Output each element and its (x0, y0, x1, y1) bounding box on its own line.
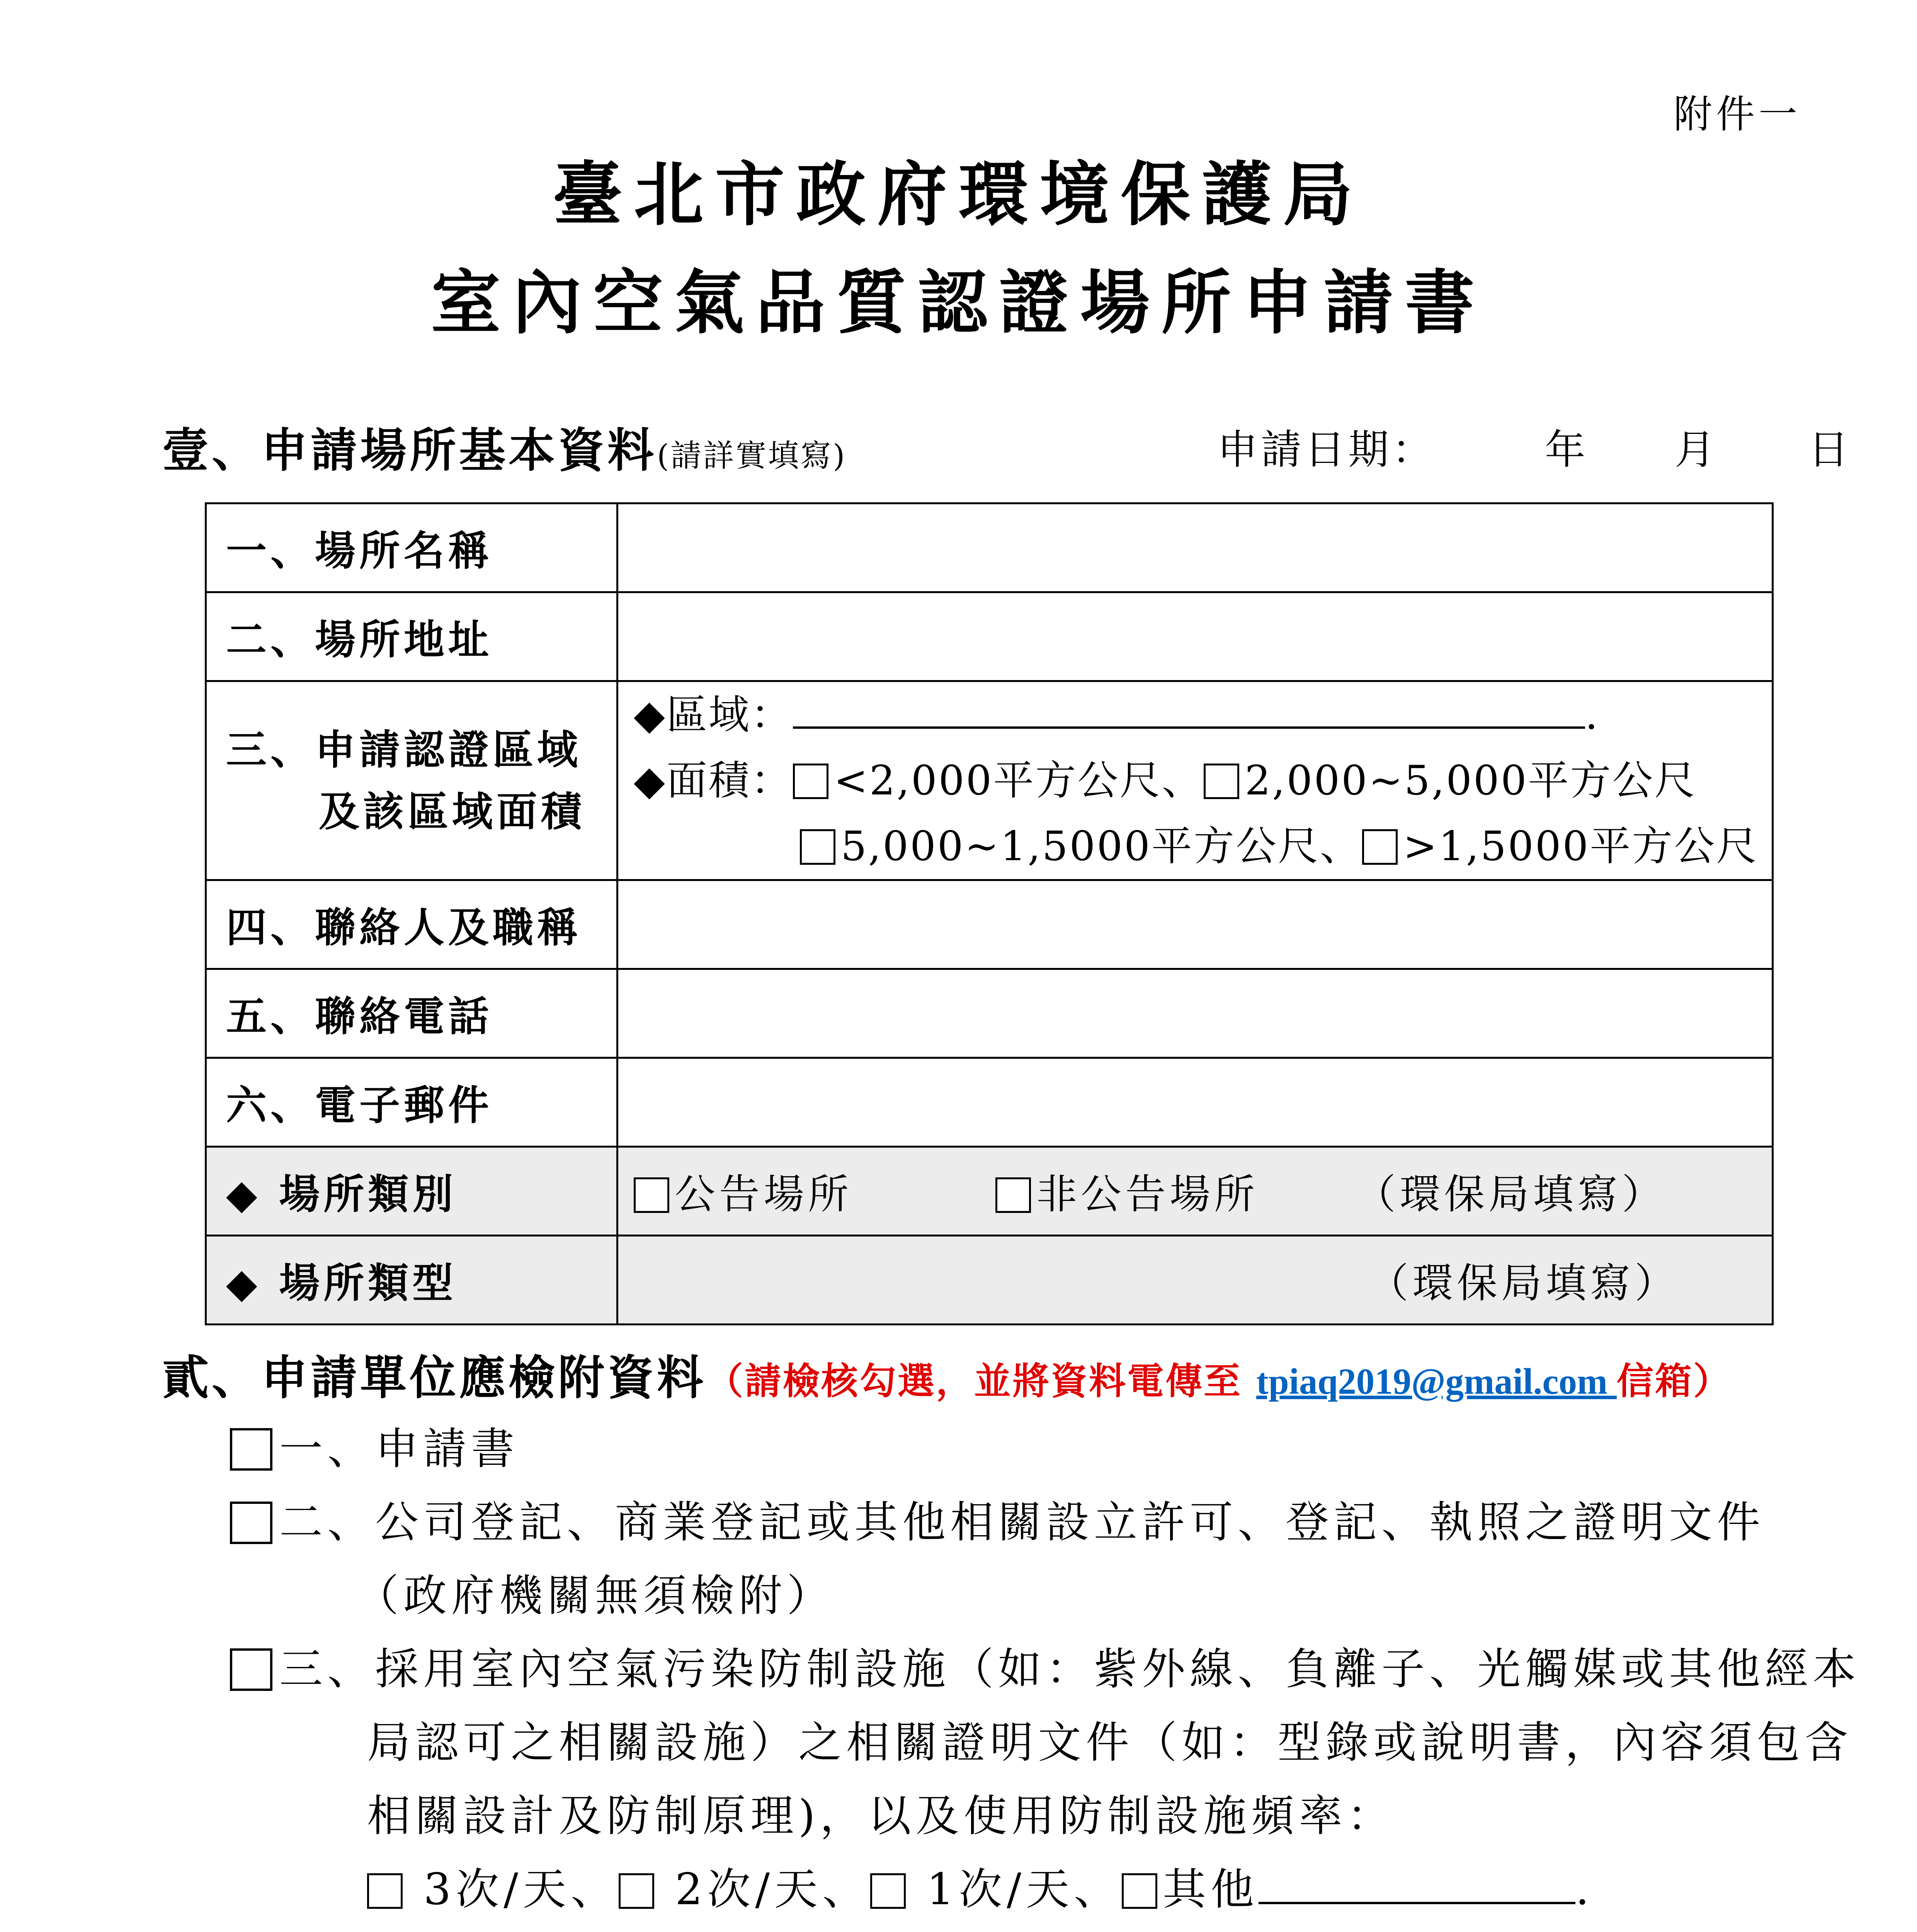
email-field[interactable] (617, 1058, 1773, 1147)
doc-item-checkbox[interactable] (230, 1648, 272, 1691)
epa-fill-note: （環保局填寫） (1368, 1260, 1679, 1307)
doc-item-4 (230, 1928, 1834, 1932)
page-title-agency: 臺北市政府環境保護局 (553, 154, 1364, 235)
freq-label: 3次/天、 (424, 1864, 619, 1915)
doc-item-2 (230, 1488, 1765, 1550)
freq-label: 其他 (1163, 1864, 1259, 1915)
venue-name-label: 一、場所名稱 (206, 503, 617, 592)
category-non-announced-label: 非公告場所 (1036, 1171, 1259, 1218)
table-row (206, 1147, 1773, 1236)
doc-item-checkbox[interactable] (230, 1502, 272, 1544)
doc-item-label: 三、採用室內空氣污染防制設施（如：紫外線、負離子、光觸媒或其他經本 (279, 1644, 1861, 1694)
region-line (634, 682, 1752, 748)
region-end: . (1585, 691, 1600, 738)
cert-area-field (617, 681, 1773, 880)
table-row (206, 681, 1773, 880)
application-date (1217, 417, 1852, 476)
doc-item-3 (230, 1634, 1861, 1697)
freq-other-input[interactable] (1259, 1863, 1575, 1904)
date-label: 申請日期： (1217, 426, 1436, 473)
freq-checkbox[interactable] (367, 1873, 403, 1909)
category-announced-checkbox[interactable] (634, 1177, 669, 1213)
freq-label: 1次/天、 (927, 1864, 1122, 1915)
table-row (206, 1058, 1773, 1147)
area-label: ◆面積： (634, 757, 793, 804)
email-link[interactable]: tpiaq2019@gmail.com (1256, 1361, 1617, 1402)
doc-item-label: 二、公司登記、商業登記或其他相關設立許可、登記、執照之證明文件 (279, 1497, 1765, 1548)
freq-checkbox[interactable] (619, 1873, 654, 1909)
section2-heading (162, 1341, 1732, 1407)
freq-checkbox[interactable] (1122, 1873, 1157, 1909)
section1-heading (162, 413, 846, 480)
cert-area-label-line2: 及該區域面積 (319, 787, 586, 835)
region-input[interactable] (793, 688, 1585, 729)
doc-item-1 (230, 1414, 519, 1476)
venue-type-field (617, 1236, 1773, 1325)
section2-note (706, 1360, 1732, 1403)
table-row (206, 503, 1773, 592)
section1-title: 壹、申請場所基本資料 (162, 423, 657, 478)
epa-fill-note: （環保局填寫） (1355, 1171, 1667, 1218)
venue-address-field[interactable] (617, 592, 1773, 681)
region-label: ◆區域： (634, 691, 793, 738)
section2-note-post: 信箱） (1616, 1360, 1732, 1403)
area-option-label: >1,5000平方公尺 (1403, 823, 1759, 870)
basic-info-table (205, 502, 1774, 1325)
venue-category-field (617, 1147, 1773, 1236)
table-row (206, 969, 1773, 1058)
freq-end: . (1575, 1864, 1594, 1915)
venue-type-label: ◆ 場所類型 (206, 1236, 617, 1325)
doc-item-3-line3: 相關設計及防制原理)，以及使用防制設施頻率： (367, 1791, 1395, 1841)
cert-area-label-line1: 三、申請認證區域 (226, 726, 582, 774)
area-option-label: 5,000~1,5000平方公尺、 (841, 823, 1362, 870)
date-day: 日 (1808, 426, 1852, 473)
venue-category-label: ◆ 場所類別 (206, 1147, 617, 1236)
contact-label: 四、聯絡人及職稱 (206, 880, 617, 969)
table-row (206, 880, 1773, 969)
category-non-announced-checkbox[interactable] (995, 1177, 1031, 1213)
area-option-label: 2,000~5,000平方公尺 (1245, 757, 1697, 804)
doc-item-checkbox[interactable] (230, 1428, 272, 1471)
frequency-options (367, 1855, 1594, 1917)
freq-checkbox[interactable] (870, 1873, 906, 1909)
section2-title: 貳、申請單位應檢附資料 (162, 1350, 706, 1405)
cert-area-label (206, 681, 617, 880)
area-option-checkbox[interactable] (1204, 764, 1239, 799)
page-title-form: 室內空氣品質認證場所申請書 (431, 262, 1486, 344)
venue-address-label: 二、場所地址 (206, 592, 617, 681)
date-year: 年 (1544, 426, 1589, 473)
area-option-checkbox[interactable] (1362, 829, 1398, 865)
phone-label: 五、聯絡電話 (206, 969, 617, 1058)
email-label: 六、電子郵件 (206, 1058, 617, 1147)
area-option-checkbox[interactable] (800, 829, 835, 865)
freq-label: 2次/天、 (675, 1864, 870, 1915)
area-option-checkbox[interactable] (793, 764, 828, 799)
area-option-label: <2,000平方公尺、 (833, 757, 1204, 804)
area-line-2 (634, 813, 1759, 879)
venue-name-field[interactable] (617, 503, 1773, 592)
table-row (206, 1236, 1773, 1325)
phone-field[interactable] (617, 969, 1773, 1058)
area-line-1 (634, 748, 1752, 813)
contact-field[interactable] (617, 880, 1773, 969)
doc-item-label: 一、申請書 (279, 1424, 519, 1474)
section2-note-pre: （請檢核勾選，並將資料電傳至 (706, 1360, 1257, 1403)
doc-item-3-line2: 局認可之相關設施）之相關證明文件（如：型錄或說明書，內容須包含 (367, 1718, 1852, 1768)
table-row (206, 592, 1773, 681)
doc-item-2-note: （政府機關無須檢附） (356, 1571, 835, 1621)
date-month: 月 (1674, 426, 1718, 473)
attachment-label: 附件一 (1674, 92, 1801, 137)
section1-note: (請詳實填寫) (657, 438, 847, 474)
category-announced-label: 公告場所 (675, 1171, 853, 1218)
